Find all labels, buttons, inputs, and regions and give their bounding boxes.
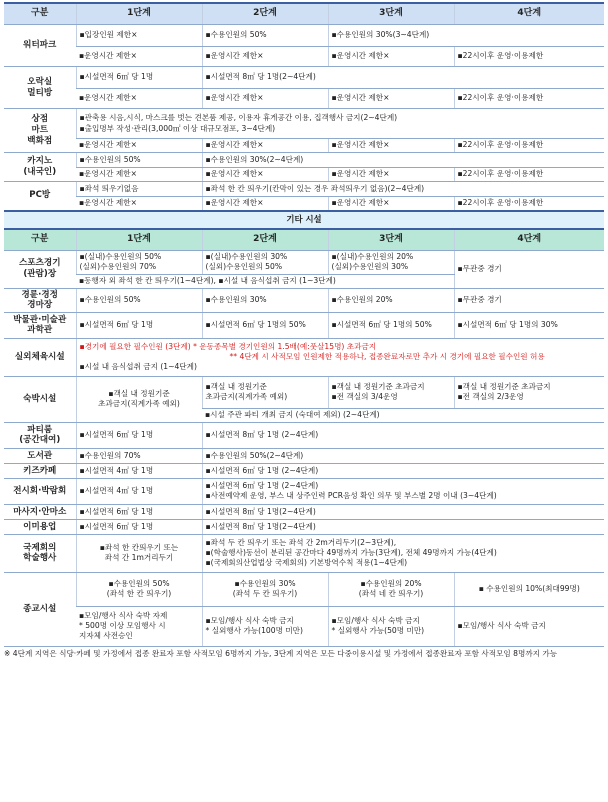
cell: ▪시설면적 6㎡ 당 1명 (2~4단계) xyxy=(202,463,604,478)
cell: ▪수용인원의 20% (좌석 네 칸 띄우기) xyxy=(328,572,454,606)
category-label: 경륜·경정 경마장 xyxy=(4,288,76,312)
table-row xyxy=(4,197,604,211)
cell: ▪시설면적 8㎡ 당 1명(2~4단계) xyxy=(202,504,604,519)
table-row xyxy=(4,250,604,274)
cell: ▪좌석 띄우기없음 xyxy=(76,182,202,197)
table-row xyxy=(4,504,604,519)
table-row xyxy=(4,376,604,408)
category-label: 오락실 멀티방 xyxy=(4,67,76,109)
category-label: 카지노 (내국인) xyxy=(4,153,76,182)
cell: ▪시설면적 6㎡ 당 1명의 50% xyxy=(328,312,454,338)
table-row xyxy=(4,463,604,478)
header-stage-3: 3단계 xyxy=(328,229,454,251)
header-stage-1: 1단계 xyxy=(76,3,202,25)
cell: ▪운영시간 제한× xyxy=(328,168,454,182)
cell: ▪좌석 한 칸 띄우기(칸막이 있는 경우 좌석띄우기 없음)(2~4단계) xyxy=(202,182,604,197)
cell: ▪모임/행사 식사 숙박 자제 * 500명 이상 모임행사 시 지자체 사전승인 xyxy=(76,606,202,646)
cell: ▪운영시간 제한× xyxy=(328,47,454,67)
cell: ▪무관중 경기 xyxy=(454,288,604,312)
cell: ▪시설면적 6㎡ 당 1명 xyxy=(76,312,202,338)
table-row xyxy=(4,168,604,182)
table-row xyxy=(4,478,604,504)
cell: ▪수용인원의 50%(2~4단계) xyxy=(202,448,604,463)
table-row xyxy=(4,448,604,463)
category-label: 스포츠경기 (관람)장 xyxy=(4,250,76,288)
cell: ▪모임/행사 식사 숙박 금지 * 실외행사 가능(50명 미만) xyxy=(328,606,454,646)
cell: ▪(실내)수용인원의 20% (실외)수용인원의 30% xyxy=(328,250,454,274)
cell: ▪수용인원의 50% xyxy=(202,25,328,47)
cell: ▪운영시간 제한× xyxy=(328,139,454,153)
cell: ▪시설면적 6㎡ 당 1명 xyxy=(76,67,202,89)
table-row xyxy=(4,182,604,197)
cell: ▪22시이후 운영·이용제한 xyxy=(454,197,604,211)
header-category: 구분 xyxy=(4,229,76,251)
cell: ▪22시이후 운영·이용제한 xyxy=(454,168,604,182)
cell: ▪ 수용인원의 10%(최대99명) xyxy=(454,572,604,606)
table-row xyxy=(4,312,604,338)
table-row xyxy=(4,572,604,606)
table-row xyxy=(4,519,604,534)
cell: ▪수용인원의 30%(3~4단계) xyxy=(328,25,604,47)
category-label: 국제회의 학술행사 xyxy=(4,534,76,572)
cell: ▪운영시간 제한× xyxy=(76,89,202,109)
category-label: 숙박시설 xyxy=(4,376,76,422)
cell: ▪수용인원의 30% xyxy=(202,288,328,312)
cell: ▪운영시간 제한× xyxy=(328,89,454,109)
header-row xyxy=(4,3,604,25)
cell xyxy=(76,338,604,376)
cell: ▪수용인원의 30%(2~4단계) xyxy=(202,153,604,168)
cell: ▪시설면적 6㎡ 당 1명의 50% xyxy=(202,312,328,338)
cell: ▪(실내)수용인원의 30% (실외)수용인원의 50% xyxy=(202,250,328,274)
cell: ▪모임/행사 식사 숙박 금지 * 실외행사 가능(100명 미만) xyxy=(202,606,328,646)
table-row xyxy=(4,422,604,448)
cell: ▪객실 내 정원기준 초과금지(직계가족 예외) xyxy=(202,376,328,408)
cell: ▪운영시간 제한× xyxy=(202,197,328,211)
table-row xyxy=(4,89,604,109)
table-row xyxy=(4,67,604,89)
cell: ▪객실 내 정원기준 초과금지 ▪전 객실의 2/3운영 xyxy=(454,376,604,408)
cell: ▪22시이후 운영·이용제한 xyxy=(454,139,604,153)
category-label: 이미용업 xyxy=(4,519,76,534)
cell: ▪운영시간 제한× xyxy=(76,168,202,182)
cell: ▪무관중 경기 xyxy=(454,250,604,288)
category-label: 마사지·안마소 xyxy=(4,504,76,519)
cell: ▪22시이후 운영·이용제한 xyxy=(454,47,604,67)
footnote: ※ 4단계 지역은 식당·카페 및 가정에서 접종 완료자 포함 사적모임 6명까지 가능, 3단계 지역은 모든 다중이용시설 및 가정에서 접종완료자 포함 사적모임 8명까지 가능 xyxy=(4,648,558,658)
category-label: 상점 마트 백화점 xyxy=(4,109,76,153)
cell: ▪22시이후 운영·이용제한 xyxy=(454,89,604,109)
policy-document xyxy=(4,2,604,659)
category-label: 박물관·미술관 과학관 xyxy=(4,312,76,338)
cell: ▪운영시간 제한× xyxy=(202,47,328,67)
cell: ▪운영시간 제한× xyxy=(76,139,202,153)
cell: ▪시설면적 4㎡ 당 1명 xyxy=(76,478,202,504)
header-stage-4: 4단계 xyxy=(454,3,604,25)
facility-table xyxy=(4,2,604,647)
cell: ▪시설면적 6㎡ 당 1명 xyxy=(76,504,202,519)
header-stage-3: 3단계 xyxy=(328,3,454,25)
table-row xyxy=(4,139,604,153)
cell: ▪객실 내 정원기준 초과금지(직계가족 예외) xyxy=(76,376,202,422)
header-row xyxy=(4,229,604,251)
cell: ▪시설면적 4㎡ 당 1명 xyxy=(76,463,202,478)
cell: ▪좌석 두 칸 띄우기 또는 좌석 간 2m거리두기(2~3단계), ▪(학술행사)동선이 분리된 공간마다 49명까지 가능(3단계), 전체 49명까지 가능(4단계) ▪(국제회의산업법상 국제회의) 기본방역수칙 적용(1~4단계) xyxy=(202,534,604,572)
cell: ▪운영시간 제한× xyxy=(76,197,202,211)
outdoor-rule-3: ▪시설 내 음식섭취 금지 (1~4단계) xyxy=(79,362,197,372)
cell: ▪시설면적 6㎡ 당 1명 xyxy=(76,422,202,448)
category-label: 키즈카페 xyxy=(4,463,76,478)
cell: ▪객실 내 정원기준 초과금지 ▪전 객실의 3/4운영 xyxy=(328,376,454,408)
table-row xyxy=(4,534,604,572)
table-row xyxy=(4,109,604,139)
section-row xyxy=(4,211,604,229)
cell: ▪시설면적 6㎡ 당 1명 (2~4단계) ▪사전예약제 운영, 부스 내 상주인력 PCR음성 확인 의무 및 부스별 2명 이내 (3~4단계) xyxy=(202,478,604,504)
cell: ▪관축용 시음,시식, 마스크를 벗는 견본품 제공, 이용자 휴게공간 이용, 집객행사 금지(2~4단계) ▪출입명부 작성·관리(3,000㎡ 이상 대규모점포, 3~4단계) xyxy=(76,109,604,139)
cell: ▪수용인원의 50% xyxy=(76,288,202,312)
cell: ▪동행자 외 좌석 한 칸 띄우기(1~4단계), ▪시설 내 음식섭취 금지 (1~3단계) xyxy=(76,274,454,288)
cell: ▪수용인원의 70% xyxy=(76,448,202,463)
category-label: PC방 xyxy=(4,182,76,211)
cell: ▪운영시간 제한× xyxy=(76,47,202,67)
cell: ▪시설면적 6㎡ 당 1명 xyxy=(76,519,202,534)
header-category: 구분 xyxy=(4,3,76,25)
header-stage-2: 2단계 xyxy=(202,3,328,25)
cell: ▪모임/행사 식사 숙박 금지 xyxy=(454,606,604,646)
header-stage-1: 1단계 xyxy=(76,229,202,251)
header-stage-4: 4단계 xyxy=(454,229,604,251)
cell: ▪운영시간 제한× xyxy=(328,197,454,211)
cell: ▪시설면적 8㎡ 당 1명(2~4단계) xyxy=(202,519,604,534)
header-stage-2: 2단계 xyxy=(202,229,328,251)
cell: ▪입장인원 제한× xyxy=(76,25,202,47)
category-label: 종교시설 xyxy=(4,572,76,646)
cell: ▪시설면적 8㎡ 당 1명 (2~4단계) xyxy=(202,422,604,448)
table-row xyxy=(4,153,604,168)
table-row xyxy=(4,47,604,67)
outdoor-rule-2: ** 4단계 시 사적모임 인원제한 적용하나, 접종완료자로만 추가 시 경기에 필요한 필수인원 허용 xyxy=(229,352,545,362)
table-row xyxy=(4,288,604,312)
cell: ▪좌석 한 칸띄우기 또는 좌석 간 1m거리두기 xyxy=(76,534,202,572)
cell: ▪시설 주관 파티 개최 금지 (숙대여 제외) (2~4단계) xyxy=(202,408,604,422)
cell: ▪수용인원의 20% xyxy=(328,288,454,312)
cell: ▪운영시간 제한× xyxy=(202,139,328,153)
outdoor-rule-1: ▪경기에 필요한 필수인원 (3단계) * 운동종목별 경기인원의 1.5배(예:풋살15명) 초과금지 xyxy=(79,342,377,352)
cell: ▪(실내)수용인원의 50% (실외)수용인원의 70% xyxy=(76,250,202,274)
cell: ▪운영시간 제한× xyxy=(202,168,328,182)
category-label: 실외체육시설 xyxy=(4,338,76,376)
section-title: 기타 시설 xyxy=(4,211,604,229)
cell: ▪수용인원의 50% (좌석 한 칸 띄우기) xyxy=(76,572,202,606)
category-label: 워터파크 xyxy=(4,25,76,67)
cell: ▪수용인원의 30% (좌석 두 칸 띄우기) xyxy=(202,572,328,606)
cell: ▪운영시간 제한× xyxy=(202,89,328,109)
table-row xyxy=(4,606,604,646)
table-row xyxy=(4,25,604,47)
cell: ▪시설면적 6㎡ 당 1명의 30% xyxy=(454,312,604,338)
cell: ▪시설면적 8㎡ 당 1명(2~4단계) xyxy=(202,67,604,89)
table-row xyxy=(4,338,604,376)
category-label: 전시회·박람회 xyxy=(4,478,76,504)
cell: ▪수용인원의 50% xyxy=(76,153,202,168)
category-label: 파티룸 (공간대여) xyxy=(4,422,76,448)
category-label: 도서관 xyxy=(4,448,76,463)
